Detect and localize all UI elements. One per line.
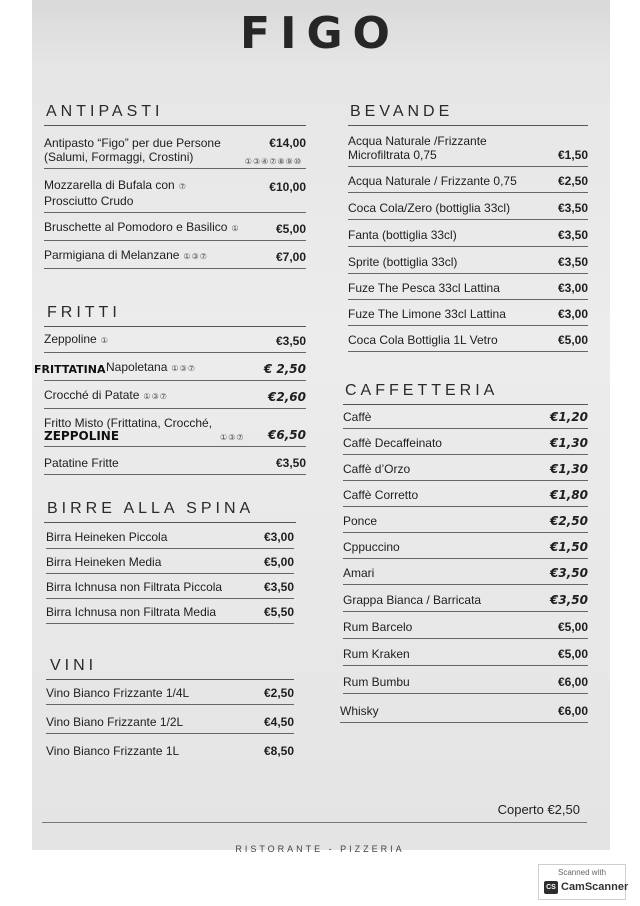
item-price: €3,50 bbox=[263, 580, 294, 594]
menu-item bbox=[343, 512, 588, 533]
item-name: Coca Cola Bottiglia 1L Vetro bbox=[348, 333, 498, 347]
cover-charge: Coperto €2,50 bbox=[497, 802, 580, 817]
item-price: €1,30 bbox=[550, 436, 588, 450]
footer-divider bbox=[42, 822, 587, 823]
item-price: €2,50 bbox=[557, 174, 588, 188]
menu-item bbox=[348, 279, 588, 300]
item-name: Fritto Misto (Frittatina, Crocché, bbox=[44, 416, 213, 430]
item-name: Birra Heineken Piccola bbox=[46, 530, 168, 544]
menu-item bbox=[343, 434, 588, 455]
menu-item bbox=[348, 305, 588, 326]
item-price: €5,00 bbox=[263, 555, 294, 569]
item-price: €8,50 bbox=[263, 744, 294, 758]
section-fritti-heading: FRITTI bbox=[47, 304, 121, 321]
item-name: Rum Bumbu bbox=[343, 675, 410, 689]
menu-item bbox=[343, 618, 588, 639]
item-name: Grappa Bianca / Barricata bbox=[343, 593, 482, 607]
section-birre-heading: BIRRE ALLA SPINA bbox=[47, 500, 255, 517]
section-divider bbox=[44, 522, 296, 523]
menu-item bbox=[343, 591, 588, 612]
section-bevande-heading: BEVANDE bbox=[350, 103, 454, 120]
menu-item bbox=[348, 226, 588, 247]
item-name: Caffè bbox=[343, 410, 372, 424]
menu-item bbox=[348, 132, 588, 167]
menu-item bbox=[46, 578, 294, 599]
section-vini-heading: VINI bbox=[50, 657, 98, 674]
item-price: €3,00 bbox=[263, 530, 294, 544]
menu-item bbox=[348, 199, 588, 220]
item-name: Coca Cola/Zero (bottiglia 33cl) bbox=[348, 201, 511, 215]
item-name: Napoletana bbox=[106, 360, 168, 374]
item-name: Vino Bianco Frizzante 1L bbox=[46, 744, 180, 758]
menu-item bbox=[46, 528, 294, 549]
item-price: €3,50 bbox=[275, 334, 306, 348]
menu-item bbox=[44, 176, 306, 213]
item-name: Cppuccino bbox=[343, 540, 400, 554]
item-name: Mozzarella di Bufala con bbox=[44, 178, 175, 192]
section-divider bbox=[46, 679, 294, 680]
menu-item bbox=[348, 331, 588, 352]
item-name: Zeppoline bbox=[44, 332, 97, 346]
item-price: €1,30 bbox=[550, 462, 588, 476]
item-name: Vino Bianco Frizzante 1/4L bbox=[46, 686, 190, 700]
item-name: Rum Kraken bbox=[343, 647, 410, 661]
item-price: €5,50 bbox=[263, 605, 294, 619]
item-price: €6,00 bbox=[557, 704, 588, 718]
menu-item bbox=[46, 684, 294, 705]
item-price: €3,50 bbox=[550, 593, 588, 607]
item-name: Fuze The Pesca 33cl Lattina bbox=[348, 281, 500, 295]
menu-item bbox=[348, 253, 588, 274]
allergen-codes: ①③⑦ bbox=[171, 364, 196, 373]
item-price: €5,00 bbox=[275, 222, 306, 236]
item-subtitle-handwritten: ZEPPOLINE bbox=[44, 429, 120, 443]
item-price: €6,00 bbox=[557, 675, 588, 689]
allergen-codes: ① bbox=[231, 224, 240, 233]
item-price: €3,00 bbox=[557, 281, 588, 295]
allergen-codes: ①③⑦ bbox=[183, 252, 208, 261]
item-price: €3,00 bbox=[557, 307, 588, 321]
item-price: €4,50 bbox=[263, 715, 294, 729]
item-price: €6,50 bbox=[268, 428, 306, 442]
item-price: €2,60 bbox=[268, 390, 306, 404]
item-name: Birra Ichnusa non Filtrata Piccola bbox=[46, 580, 223, 594]
item-price: €1,80 bbox=[550, 488, 588, 502]
item-name: Bruschette al Pomodoro e Basilico bbox=[44, 220, 228, 234]
item-name: Birra Heineken Media bbox=[46, 555, 162, 569]
item-name: Caffè Corretto bbox=[343, 488, 419, 502]
item-price: €3,50 bbox=[557, 255, 588, 269]
section-caffetteria-heading: CAFFETTERIA bbox=[345, 382, 499, 399]
item-name: Parmigiana di Melanzane bbox=[44, 248, 180, 262]
menu-item bbox=[44, 332, 306, 353]
item-name: Fuze The Limone 33cl Lattina bbox=[348, 307, 506, 321]
allergen-codes: ①③⑦ bbox=[220, 433, 245, 442]
watermark-caption: Scanned with bbox=[557, 868, 607, 877]
menu-item bbox=[44, 132, 306, 169]
item-price: €5,00 bbox=[557, 333, 588, 347]
item-name: Ponce bbox=[343, 514, 378, 528]
menu-item bbox=[343, 564, 588, 585]
watermark-brand: CamScanner bbox=[561, 881, 629, 893]
menu-item bbox=[46, 713, 294, 734]
allergen-codes: ①③④⑦⑧⑨⑩ bbox=[244, 157, 302, 166]
camscanner-logo-icon: CS bbox=[544, 881, 558, 894]
menu-item bbox=[343, 538, 588, 559]
section-divider bbox=[343, 404, 588, 405]
menu-item bbox=[44, 248, 306, 269]
section-divider bbox=[44, 326, 306, 327]
item-price: €5,00 bbox=[557, 647, 588, 661]
handwritten-prefix: FRITTATINA bbox=[34, 363, 106, 376]
item-price: €2,50 bbox=[263, 686, 294, 700]
section-divider bbox=[44, 125, 306, 126]
menu-item bbox=[340, 702, 588, 723]
section-divider bbox=[348, 125, 588, 126]
allergen-codes: ① bbox=[100, 336, 109, 345]
item-name: Fanta (bottiglia 33cl) bbox=[348, 228, 457, 242]
restaurant-title: FIGO bbox=[240, 8, 400, 59]
item-price: €3,50 bbox=[557, 201, 588, 215]
item-price: €2,50 bbox=[550, 514, 588, 528]
item-subtitle: (Salumi, Formaggi, Crostini) bbox=[44, 150, 194, 164]
item-name: Antipasto “Figo” per due Persone bbox=[44, 136, 221, 150]
menu-item bbox=[343, 486, 588, 507]
item-name: Amari bbox=[343, 566, 375, 580]
menu-item bbox=[343, 673, 588, 694]
allergen-codes: ⑦ bbox=[178, 182, 187, 191]
menu-item bbox=[34, 360, 306, 381]
menu-item bbox=[44, 454, 306, 475]
item-price: €1,50 bbox=[557, 148, 588, 162]
item-price: €3,50 bbox=[275, 456, 306, 470]
item-price: €1,20 bbox=[550, 410, 588, 424]
menu-item bbox=[343, 408, 588, 429]
item-subtitle: Prosciutto Crudo bbox=[44, 194, 134, 208]
menu-item bbox=[46, 553, 294, 574]
menu-item bbox=[343, 645, 588, 666]
item-name: Vino Biano Frizzante 1/2L bbox=[46, 715, 184, 729]
footer-text: RISTORANTE - PIZZERIA bbox=[235, 844, 405, 854]
item-subtitle: Microfiltrata 0,75 bbox=[348, 148, 437, 162]
item-name: Acqua Naturale /Frizzante bbox=[348, 134, 487, 148]
item-name: Caffè Decaffeinato bbox=[343, 436, 442, 450]
item-name: Birra Ichnusa non Filtrata Media bbox=[46, 605, 217, 619]
item-price: €14,00 bbox=[269, 136, 306, 150]
item-price: €10,00 bbox=[269, 180, 306, 194]
item-price: € 2,50 bbox=[263, 362, 306, 376]
menu-item bbox=[44, 220, 306, 241]
item-name: Acqua Naturale / Frizzante 0,75 bbox=[348, 174, 517, 188]
menu-item bbox=[343, 460, 588, 481]
item-name: Rum Barcelo bbox=[343, 620, 413, 634]
item-name: Crocché di Patate bbox=[44, 388, 140, 402]
item-name: Sprite (bottiglia 33cl) bbox=[348, 255, 458, 269]
item-price: €3,50 bbox=[557, 228, 588, 242]
menu-item bbox=[46, 603, 294, 624]
menu-item bbox=[46, 742, 294, 762]
menu-item bbox=[44, 416, 306, 447]
menu-item bbox=[44, 388, 306, 409]
section-antipasti-heading: ANTIPASTI bbox=[46, 103, 164, 120]
item-name: Patatine Fritte bbox=[44, 456, 119, 470]
item-price: €1,50 bbox=[550, 540, 588, 554]
allergen-codes: ①③⑦ bbox=[143, 392, 168, 401]
scanner-watermark bbox=[538, 864, 629, 900]
item-name: Whisky bbox=[340, 704, 379, 718]
item-name: Caffè d’Orzo bbox=[343, 462, 411, 476]
item-price: €7,00 bbox=[275, 250, 306, 264]
item-price: €5,00 bbox=[557, 620, 588, 634]
item-price: €3,50 bbox=[550, 566, 588, 580]
menu-item bbox=[348, 172, 588, 193]
